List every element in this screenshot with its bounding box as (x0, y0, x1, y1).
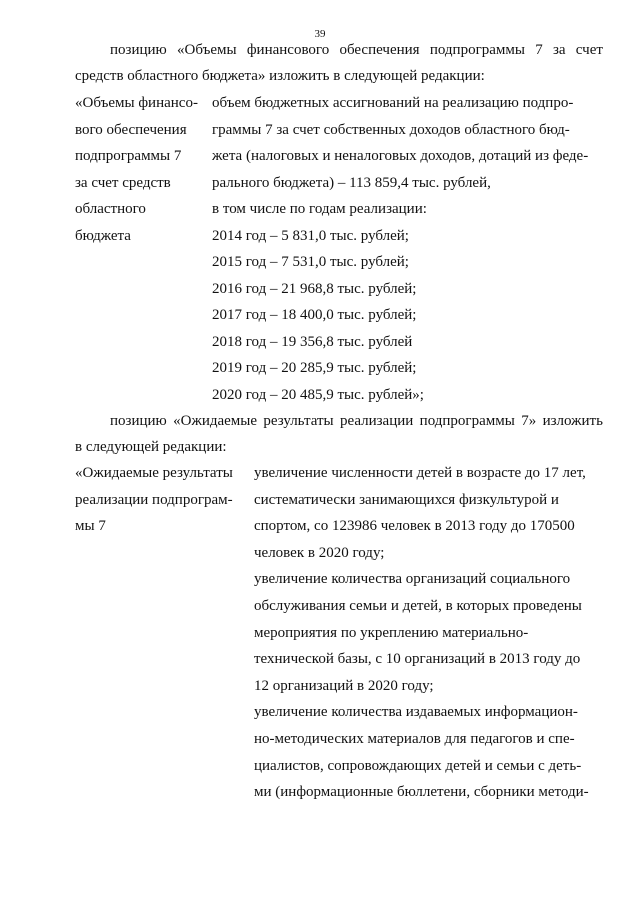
para1-word: 7 (535, 42, 543, 58)
table2-left-line: реализации подпрограм- (75, 491, 233, 508)
table2-right-line: человек в 2020 году; (254, 544, 385, 561)
table2-right-line: увеличение количества издаваемых информацион- (254, 704, 578, 721)
para1-word: позицию (110, 42, 167, 58)
table2-right-line: увеличение количества организаций социального (254, 571, 571, 588)
table1-right-line: 2019 год – 20 285,9 тыс. рублей; (212, 360, 417, 376)
para2-word: реализации (339, 413, 414, 429)
table1-right-line: 2015 год – 7 531,0 тыс. рублей; (212, 254, 409, 270)
table1-right-line: 2018 год – 19 356,8 тыс. рублей (212, 333, 413, 350)
table2-right-line: циалистов, сопровождающих детей и семьи с деть- (254, 757, 582, 774)
table1-right-line: 2016 год – 21 968,8 тыс. рублей; (212, 280, 417, 297)
table2-right-line: систематически занимающихся физкультурой и (254, 491, 559, 508)
table1-left-line: за счет средств (75, 174, 171, 191)
table1-right-line: 2020 год – 20 485,9 тыс. рублей»; (212, 386, 424, 403)
para2-word: изложить (542, 413, 603, 429)
table1-right-line: граммы 7 за счет собственных доходов областного бюд- (212, 121, 570, 138)
table1-right-line: рального бюджета) – 113 859,4 тыс. рублей, (212, 174, 491, 191)
table1-left-line: вого обеспечения (75, 121, 187, 138)
table1-left-line: бюджета (75, 227, 131, 244)
table2-right-line: ми (информационные бюллетени, сборники методи- (254, 784, 589, 801)
table1-right-line: объем бюджетных ассигнований на реализацию подпро- (212, 95, 574, 111)
para1-word: счет (575, 42, 603, 58)
table1-right-line: жета (налоговых и неналоговых доходов, дотаций из феде- (212, 148, 589, 164)
table2-right-line: мероприятия по укреплению материально- (254, 624, 529, 641)
para2-word: «Ожидаемые (173, 413, 258, 429)
table1-left-line: подпрограммы 7 (75, 148, 182, 164)
table2-right-line: увеличение численности детей в возрасте до 17 лет, (254, 465, 586, 481)
para2-word: результаты (263, 413, 334, 429)
para1-line1 (110, 42, 603, 58)
table2-left-line: мы 7 (75, 518, 106, 535)
table1-left-line: областного (75, 201, 146, 217)
para2-word: 7» (521, 413, 537, 429)
page-number: 39 (314, 28, 326, 40)
para1-word: подпрограммы (429, 42, 525, 58)
table2-right-line: но-методических материалов для педагогов и спе- (254, 731, 575, 747)
table2-right-line: технической базы, с 10 организаций в 2013 году до (254, 651, 581, 668)
para1-word: «Объемы (177, 42, 237, 58)
table1-right-line: в том числе по годам реализации: (212, 201, 427, 217)
table2-right-line: обслуживания семьи и детей, в которых проведены (254, 598, 582, 614)
para1-word: обеспечения (339, 42, 420, 58)
table1-right-line: 2014 год – 5 831,0 тыс. рублей; (212, 227, 409, 244)
para2-line1 (110, 413, 603, 429)
para2-line2: в следующей редакции: (75, 439, 227, 455)
table2-left-line: «Ожидаемые результаты (75, 465, 233, 481)
table1-right-line: 2017 год – 18 400,0 тыс. рублей; (212, 307, 417, 323)
table1-left-line: «Объемы финансо- (75, 95, 198, 111)
para1-word: за (552, 42, 566, 58)
table2-right-line: спортом, со 123986 человек в 2013 году до 170500 (254, 518, 575, 535)
table2-right-line: 12 организаций в 2020 году; (254, 677, 434, 694)
para2-word: позицию (110, 413, 167, 429)
para1-line2: средств областного бюджета» изложить в следующей редакции: (75, 68, 485, 84)
para1-word: финансового (246, 42, 330, 58)
para2-word: подпрограммы (419, 413, 515, 429)
